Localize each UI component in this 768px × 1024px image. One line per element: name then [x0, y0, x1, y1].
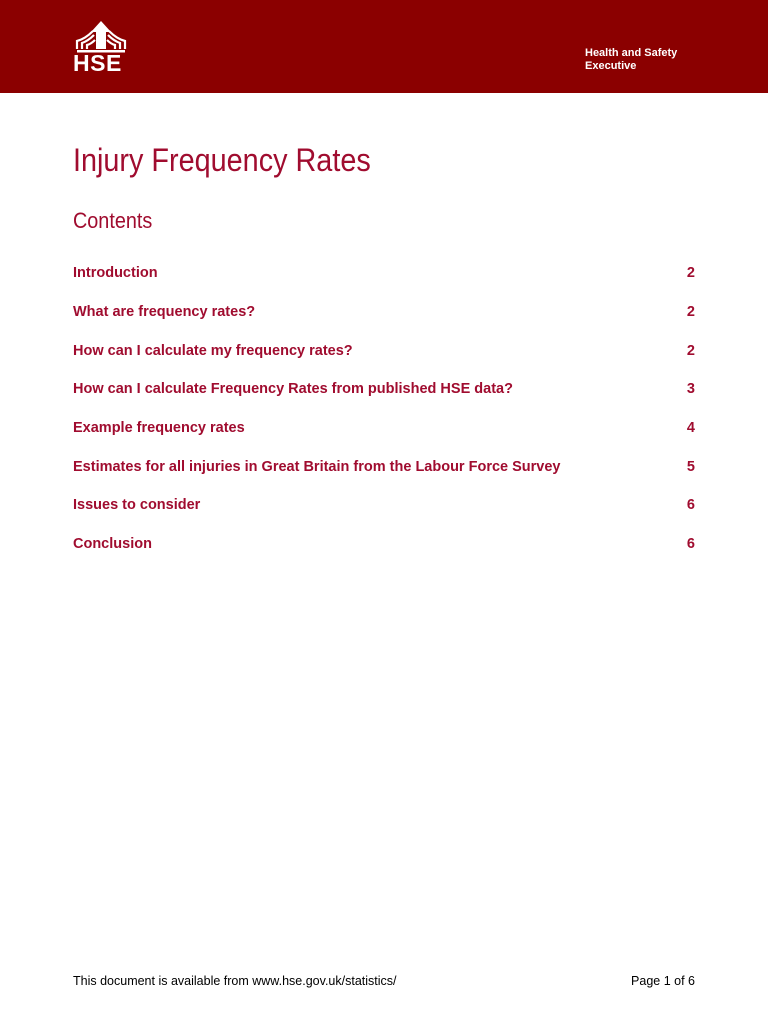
toc-item-page: 3 — [686, 381, 695, 398]
document-title: Injury Frequency Rates — [73, 142, 371, 178]
toc-item-title: What are frequency rates? — [73, 304, 256, 321]
toc-item-introduction[interactable] — [73, 254, 695, 293]
logo-text: HSE — [73, 50, 122, 76]
table-of-contents — [73, 254, 695, 564]
footer-page-indicator: Page 1 of 6 — [631, 974, 695, 988]
organisation-name — [585, 47, 725, 73]
toc-item-page: 2 — [686, 304, 695, 321]
org-name-line2: Executive — [585, 60, 637, 72]
toc-item-title: Issues to consider — [73, 497, 201, 514]
toc-item-page: 6 — [686, 536, 695, 553]
toc-item-page: 2 — [686, 342, 695, 359]
hse-emblem-icon — [75, 19, 127, 53]
toc-item-title: Conclusion — [73, 536, 152, 553]
toc-item-title: How can I calculate my frequency rates? — [73, 342, 353, 359]
toc-item-page: 4 — [686, 420, 695, 437]
header-banner — [0, 0, 768, 93]
footer-availability: This document is available from www.hse.gov.uk/statistics/ — [73, 974, 397, 988]
toc-item-lfs-estimates[interactable] — [73, 447, 695, 486]
toc-item-page: 5 — [686, 458, 695, 475]
toc-item-title: Example frequency rates — [73, 420, 245, 437]
org-name-line1: Health and Safety — [585, 47, 678, 59]
toc-item-calculate-my-rates[interactable] — [73, 331, 695, 370]
toc-item-page: 6 — [686, 497, 695, 514]
toc-item-example-frequency-rates[interactable] — [73, 409, 695, 448]
toc-item-calculate-from-hse-data[interactable] — [73, 370, 695, 409]
toc-item-what-are-frequency-rates[interactable] — [73, 293, 695, 332]
toc-item-title: Estimates for all injuries in Great Britain from the Labour Force Survey — [73, 458, 561, 475]
toc-item-title: How can I calculate Frequency Rates from published HSE data? — [73, 381, 513, 398]
toc-item-title: Introduction — [73, 265, 158, 282]
contents-heading: Contents — [73, 208, 153, 233]
hse-logo[interactable] — [73, 19, 131, 77]
toc-item-page: 2 — [686, 265, 695, 282]
toc-item-issues-to-consider[interactable] — [73, 486, 695, 525]
toc-item-conclusion[interactable] — [73, 525, 695, 564]
